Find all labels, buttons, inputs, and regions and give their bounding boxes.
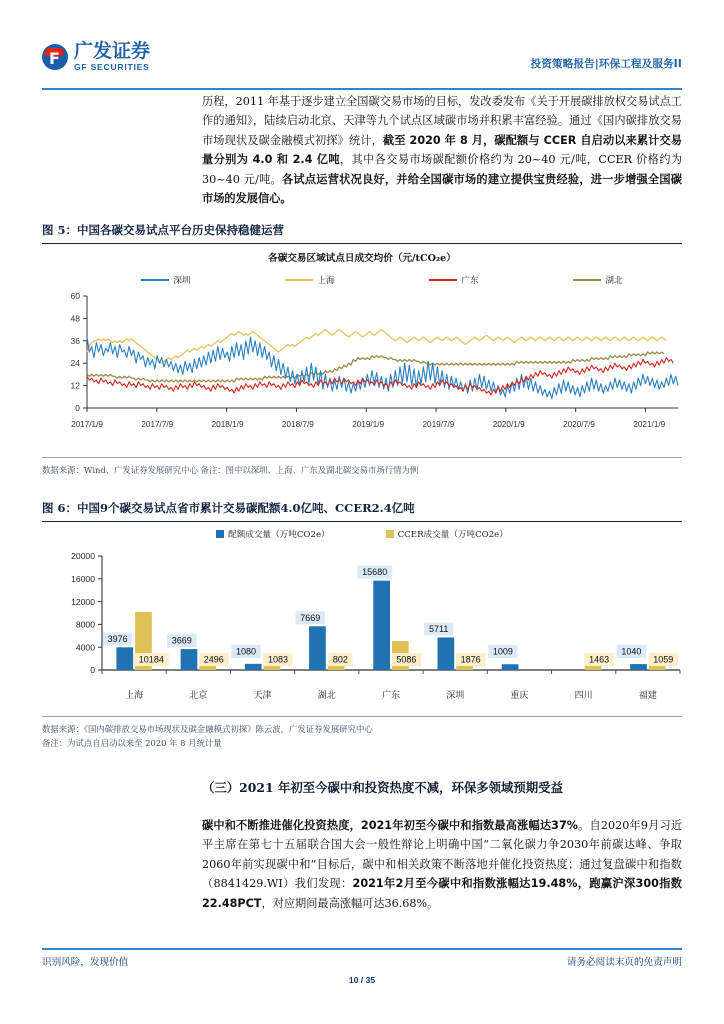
chart6-x-tick-label: 北京 [189,691,208,701]
para1-bold-b: 各试点运营状况良好，并给全国碳市场的建立提供宝贵经验，进一步增强全国碳市场的发展信心。 [202,172,682,206]
chart6-x-tick-label: 湖北 [317,691,336,701]
svg-text:36: 36 [70,335,80,346]
chart5-legend-label: 湖北 [605,276,623,286]
figure6-title-text: 中国9个碳交易试点省市累计交易碳配额4.0亿吨、CCER2.4亿吨 [77,501,415,515]
chart6-legend [42,528,682,540]
figure6-source-line: 数据来源：《国内碳排放交易市场现状及碳金融模式初探》陈云波，广发证券发展研究中心 [42,724,373,734]
svg-text:0: 0 [75,403,80,413]
svg-text:60: 60 [70,292,80,301]
legend-swatch-icon [141,279,169,282]
svg-text:1009: 1009 [492,646,513,657]
figure5-source-note: 数据来源：Wind、广发证券发展研究中心 备注：图中以深圳、上海、广东及湖北碳交易市场行情为例 [42,457,682,477]
para2-bold-b: 2021年2月至今碳中和指数涨幅达19.48%，跑赢沪深300指数22.48PCT [202,877,682,910]
svg-text:8000: 8000 [75,619,95,630]
chart5-x-tick-label: 2018/7/9 [281,420,314,429]
svg-text:5711: 5711 [429,624,449,635]
svg-text:4000: 4000 [75,642,95,653]
chart6-legend-label: 配额成交量（万吨CO2e） [228,530,330,540]
svg-text:3669: 3669 [171,635,192,646]
chart5-legend-label: 深圳 [173,276,191,286]
chart6-x-tick-label: 福建 [638,691,657,701]
figure6-source-note [42,716,682,750]
svg-text:802: 802 [332,654,348,665]
report-type-label: 投资策略报告|环保工程及服务II [530,58,682,70]
chart5-legend [94,274,670,286]
section-heading: （三）2021 年初至今碳中和投资热度不减，环保多领域预期受益 [202,780,563,795]
figure5-caption [42,222,682,244]
svg-text:1059: 1059 [653,654,674,665]
chart6-plot-area [42,550,682,688]
para1-text-a: 历程，2011 年基于逐步建立全国碳交易市场的目标，发改委发布《关于开展碳排放权交易试点工作的通知》，陆续启动北京、天津等九个试点区域碳市场并积累丰富经验。通过《国内碳排放交易市场现状及碳金融模式初探》统计， [202,95,682,147]
svg-text:1040: 1040 [621,646,642,657]
svg-text:5086: 5086 [396,654,417,665]
svg-text:1080: 1080 [236,646,257,657]
chart5-x-tick-label: 2017/1/9 [71,420,103,429]
chart5-x-tick-label: 2020/7/9 [563,420,595,429]
page-number [0,975,724,985]
para1-text-b: ，其中各交易市场碳配额价格约为 20~40 元/吨，CCER 价格约为 30~40 元/吨。 [202,153,683,186]
chart5-legend-label: 上海 [317,276,335,286]
chart5-x-tick-label: 2020/1/9 [492,420,525,429]
chart5-x-tick-label: 2019/1/9 [352,420,385,429]
svg-text:48: 48 [70,313,80,324]
chart6-x-axis-labels [102,688,680,704]
chart5-x-axis-labels [71,420,682,434]
svg-text:7669: 7669 [300,612,321,623]
svg-text:10184: 10184 [138,654,164,665]
paragraph-carbon-neutral [202,816,682,913]
chart5-plot-area [42,292,682,422]
chart6-x-tick-label: 天津 [253,691,272,701]
chart6-legend-item-1 [386,528,508,540]
line-chart-figure5 [42,248,682,450]
figure5-index: 图 5： [42,223,78,237]
chart5-legend-item-2 [429,274,478,286]
figure6-caption [42,500,682,522]
page-total: 35 [365,975,376,985]
chart6-x-tick-label: 广东 [381,691,401,701]
footer-slogan: 识别风险，发现价值 [42,957,129,968]
chart5-legend-item-1 [285,274,334,286]
gf-logo-icon [42,44,68,70]
chart6-legend-label: CCER成交量（万吨CO2e） [397,530,508,540]
figure5-title-text: 中国各碳交易试点平台历史保持稳健运营 [77,223,285,237]
legend-swatch-icon [386,530,394,538]
legend-swatch-icon [216,530,224,538]
figure6-remark-line: 备注：为试点自启动以来至 2020 年 8 月统计量 [42,738,222,748]
chart6-legend-item-0 [216,528,330,540]
svg-text:3976: 3976 [107,633,128,644]
svg-text:16000: 16000 [71,574,95,584]
legend-swatch-icon [285,279,313,282]
svg-text:20000: 20000 [71,551,95,562]
svg-text:24: 24 [70,358,80,369]
para2-bold-a: 碳中和不断推进催化投资热度，2021年初至今碳中和指数最高涨幅达37% [202,819,578,832]
chart5-legend-item-0 [141,274,190,286]
svg-text:12000: 12000 [71,596,95,607]
chart5-title: 各碳交易区域试点日成交均价（元/tCO₂e） [268,253,456,264]
legend-swatch-icon [573,279,601,282]
svg-text:1876: 1876 [460,654,481,665]
para1-bold-a: 截至 2020 年 8 月，碳配额与 CCER 自启动以来累计交易量分别为 4.0 和 2.4 亿吨 [202,133,682,167]
header-divider [42,88,682,90]
legend-swatch-icon [429,279,457,282]
chart5-x-tick-label: 2021/1/9 [633,420,666,429]
chart6-x-tick-label: 四川 [574,691,593,701]
svg-text:1463: 1463 [589,654,610,665]
chart5-x-tick-label: 2019/7/9 [422,420,455,429]
chart6-x-tick-label: 重庆 [510,691,529,701]
brand-name-cn: 广发证券 [74,40,151,62]
figure6-index: 图 6： [42,501,78,515]
svg-text:0: 0 [90,665,95,676]
svg-text:1083: 1083 [267,654,288,665]
page-current: 10 [348,975,359,985]
para2-text-b: ，对应期间最高涨幅可达36.68%。 [261,896,439,910]
footer-disclaimer: 请务必阅读末页的免责声明 [566,957,682,968]
page-header [42,40,682,88]
svg-text:12: 12 [70,380,80,391]
brand-logo [42,42,150,72]
chart6-x-tick-label: 深圳 [446,691,465,701]
chart5-x-tick-label: 2017/7/9 [141,420,174,429]
chart5-legend-item-3 [573,274,622,286]
chart5-legend-label: 广东 [461,276,479,286]
svg-text:2496: 2496 [203,654,224,665]
footer-divider [42,948,682,950]
chart6-x-tick-label: 上海 [125,691,144,701]
paragraph-intro [202,92,682,208]
para2-text-a: 。自2020年9月习近平主席在第七十五届联合国大会一般性辩论上明确中国“二氧化碳力争2030年前碳达峰、争取2060年前实现碳中和”目标后，碳中和相关政策不断落地并催化投资热度；通过复盘碳中和指数（8841429.WI）我们发现： [202,819,683,891]
bar-chart-figure6 [42,528,682,710]
brand-name-en: GF SECURITIES [74,62,150,72]
brand-text [74,42,150,72]
page-separator: / [360,975,364,985]
svg-text:15680: 15680 [362,567,388,578]
chart5-x-tick-label: 2018/1/9 [211,420,244,429]
